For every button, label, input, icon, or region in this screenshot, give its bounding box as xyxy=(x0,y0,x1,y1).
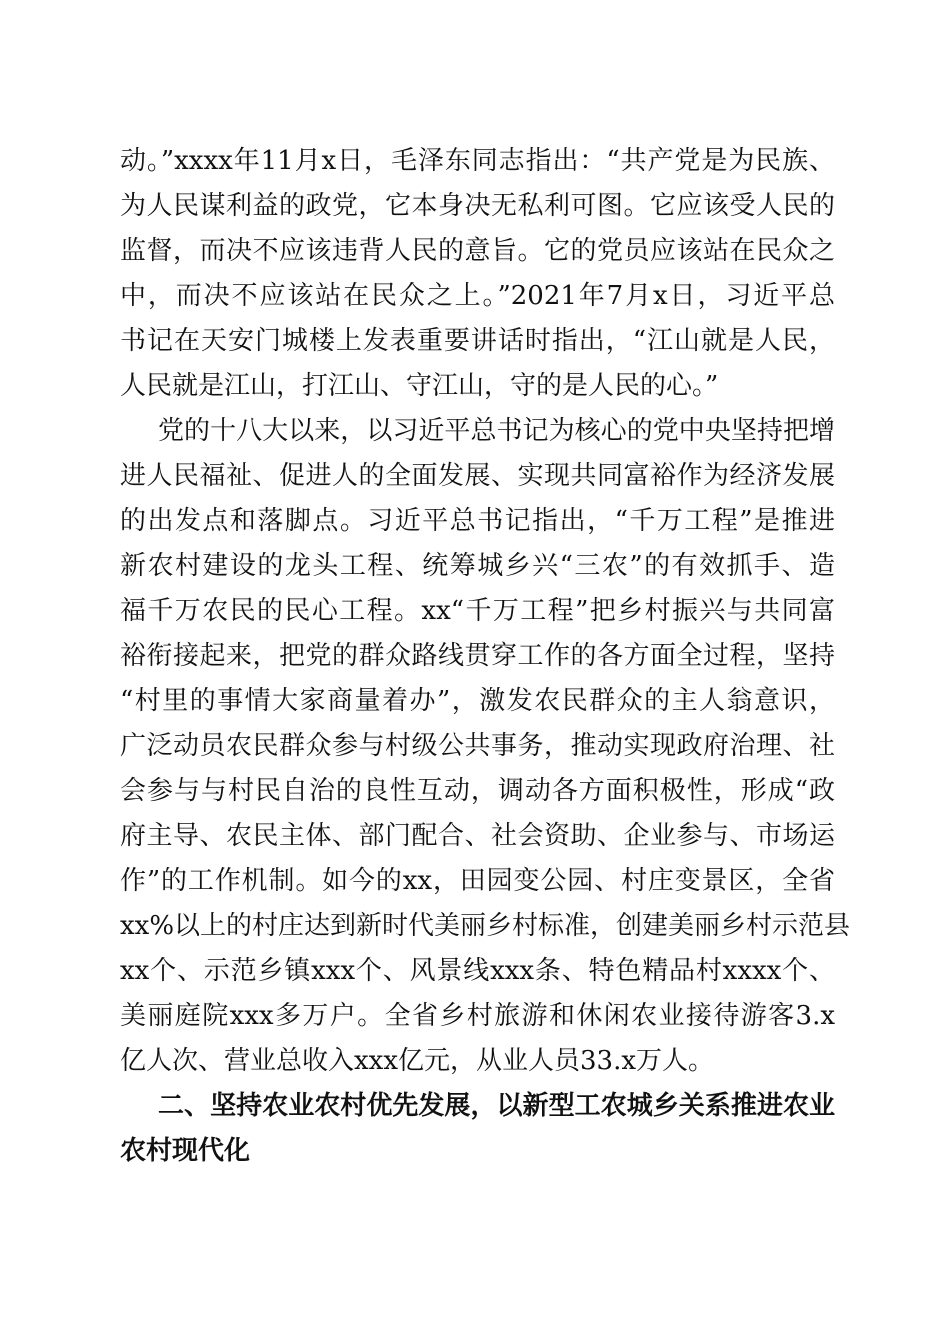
text-line: 人民就是江山，打江山、守江山，守的是人民的心。” xyxy=(120,371,719,401)
text-line: 为人民谋利益的政党，它本身决无私利可图。它应该受人民的 xyxy=(120,191,835,221)
section-heading: 二、坚持农业农村优先发展，以新型工农城乡关系推进农业 xyxy=(158,1091,835,1121)
text-line: 动。”xxxx年11月x日，毛泽东同志指出：“共产党是为民族、 xyxy=(120,146,835,176)
section-heading: 农村现代化 xyxy=(120,1136,251,1166)
text-line: 会参与与村民自治的良性互动，调动各方面积极性，形成“政 xyxy=(120,776,835,806)
text-line: 府主导、农民主体、部门配合、社会资助、企业参与、市场运 xyxy=(120,821,835,851)
text-line: 的出发点和落脚点。习近平总书记指出，“千万工程”是推进 xyxy=(120,506,835,536)
text-line: “村里的事情大家商量着办”，激发农民群众的主人翁意识， xyxy=(120,686,835,716)
text-line: 美丽庭院xxx多万户。全省乡村旅游和休闲农业接待游客3.x xyxy=(120,1001,835,1031)
text-line: 作”的工作机制。如今的xx，田园变公园、村庄变景区，全省 xyxy=(120,866,835,896)
text-line: 福千万农民的民心工程。xx“千万工程”把乡村振兴与共同富 xyxy=(120,596,835,626)
text-line: xx%以上的村庄达到新时代美丽乡村标准，创建美丽乡村示范县 xyxy=(120,911,851,941)
text-line: 中，而决不应该站在民众之上。”2021年7月x日，习近平总 xyxy=(120,281,835,311)
text-line: 广泛动员农民群众参与村级公共事务，推动实现政府治理、社 xyxy=(120,731,835,761)
text-line: 党的十八大以来，以习近平总书记为核心的党中央坚持把增 xyxy=(158,416,835,446)
text-line: 进人民福祉、促进人的全面发展、实现共同富裕作为经济发展 xyxy=(120,461,835,491)
text-line: 新农村建设的龙头工程、统筹城乡兴“三农”的有效抓手、造 xyxy=(120,551,835,581)
text-line: xx个、示范乡镇xxx个、风景线xxx条、特色精品村xxxx个、 xyxy=(120,956,835,986)
text-line: 亿人次、营业总收入xxx亿元，从业人员33.x万人。 xyxy=(120,1046,715,1076)
text-line: 书记在天安门城楼上发表重要讲话时指出，“江山就是人民， xyxy=(120,326,835,356)
text-line: 监督，而决不应该违背人民的意旨。它的党员应该站在民众之 xyxy=(120,236,835,266)
text-line: 裕衔接起来，把党的群众路线贯穿工作的各方面全过程，坚持 xyxy=(120,641,835,671)
